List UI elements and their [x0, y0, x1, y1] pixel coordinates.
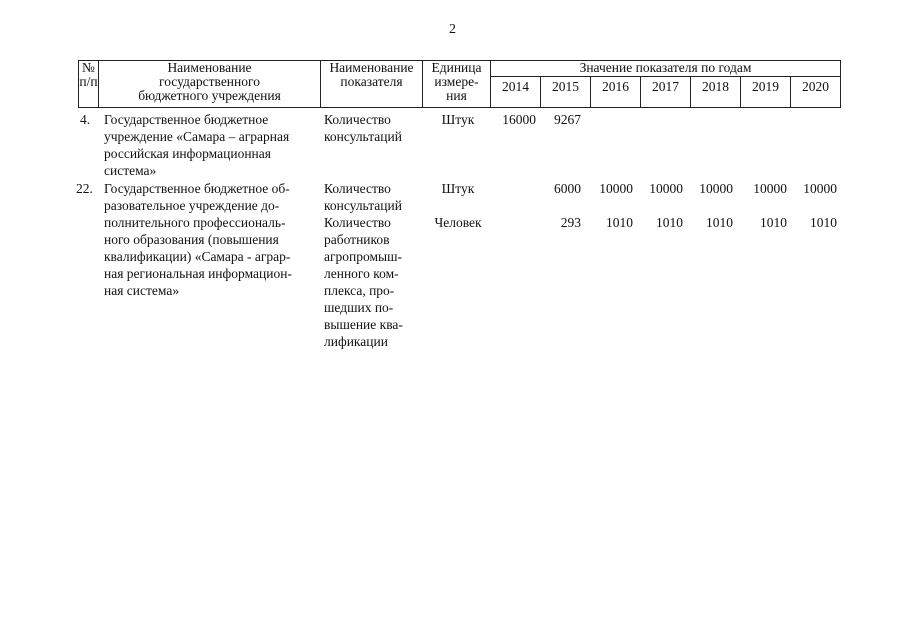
value-2016: 1010	[606, 215, 633, 230]
institution-line: Государственное бюджетное об-	[104, 181, 290, 196]
indicator-name	[324, 180, 424, 214]
indicator-line: вышение ква-	[324, 317, 403, 332]
value-2019: 1010	[760, 215, 787, 230]
indicator-line: консультаций	[324, 129, 402, 144]
value-2020: 10000	[803, 181, 837, 196]
header-institution-line: Наименование	[167, 60, 252, 75]
institution-line: ная региональная информацион-	[104, 266, 292, 281]
header-unit-line: измере-	[434, 74, 479, 89]
value-2014: 16000	[502, 112, 536, 127]
institution-line: российская информационная	[104, 146, 271, 161]
value-2015: 293	[560, 215, 581, 230]
row-number: 22.	[76, 181, 93, 196]
header-year: 2019	[741, 77, 791, 108]
row-number: 4.	[80, 112, 91, 127]
indicator-unit: Штук	[441, 112, 475, 127]
institution-line: ного образования (повышения	[104, 232, 279, 247]
indicator-line: работников	[324, 232, 390, 247]
indicator-line: плекса, про-	[324, 283, 395, 298]
value-2017: 10000	[649, 181, 683, 196]
indicator-line: Количество	[324, 181, 391, 196]
header-year: 2016	[591, 77, 641, 108]
indicator-name	[324, 214, 424, 350]
value-2017: 1010	[656, 215, 683, 230]
header-unit-line: ния	[446, 88, 467, 103]
institution-line: система»	[104, 163, 157, 178]
institution-line: учреждение «Самара – аграрная	[104, 129, 290, 144]
indicator-line: Количество	[324, 112, 391, 127]
header-number-line: п/п	[79, 74, 98, 89]
indicator-unit: Штук	[441, 181, 475, 196]
header-year: 2018	[691, 77, 741, 108]
header-unit-line: Единица	[431, 60, 482, 75]
header-values-title: Значение показателя по годам	[491, 61, 841, 77]
row-institution	[104, 111, 324, 179]
value-2020: 1010	[810, 215, 837, 230]
header-institution-line: бюджетного учреждения	[138, 88, 281, 103]
header-year: 2015	[541, 77, 591, 108]
header-year: 2017	[641, 77, 691, 108]
header-indicator-line: Наименование	[329, 60, 414, 75]
header-year: 2014	[491, 77, 541, 108]
indicator-line: ленного ком-	[324, 266, 399, 281]
indicator-line: Количество	[324, 215, 391, 230]
institution-line: полнительного профессиональ-	[104, 215, 286, 230]
value-2015: 6000	[554, 181, 581, 196]
indicator-line: шедших по-	[324, 300, 394, 315]
header-unit	[423, 61, 491, 108]
value-2019: 10000	[753, 181, 787, 196]
header-institution	[99, 61, 321, 108]
value-2018: 1010	[706, 215, 733, 230]
page-number: 2	[449, 22, 456, 37]
header-indicator	[321, 61, 423, 108]
header-indicator-line: показателя	[340, 74, 403, 89]
institution-line: квалификации) «Самара - аграр-	[104, 249, 291, 264]
value-2015: 9267	[554, 112, 581, 127]
institution-line: разовательное учреждение до-	[104, 198, 280, 213]
institution-line: Государственное бюджетное	[104, 112, 269, 127]
value-2018: 10000	[699, 181, 733, 196]
indicator-line: агропромыш-	[324, 249, 403, 264]
header-number-line: №	[82, 60, 95, 75]
institution-line: ная система»	[104, 283, 180, 298]
header-number	[79, 61, 99, 108]
indicator-line: лификации	[324, 334, 388, 349]
value-2016: 10000	[599, 181, 633, 196]
indicator-name	[324, 111, 424, 145]
header-year: 2020	[791, 77, 841, 108]
row-institution	[104, 180, 324, 299]
header-institution-line: государственного	[159, 74, 260, 89]
indicator-unit: Человек	[434, 215, 482, 230]
table-header	[78, 60, 841, 108]
indicator-line: консультаций	[324, 198, 402, 213]
